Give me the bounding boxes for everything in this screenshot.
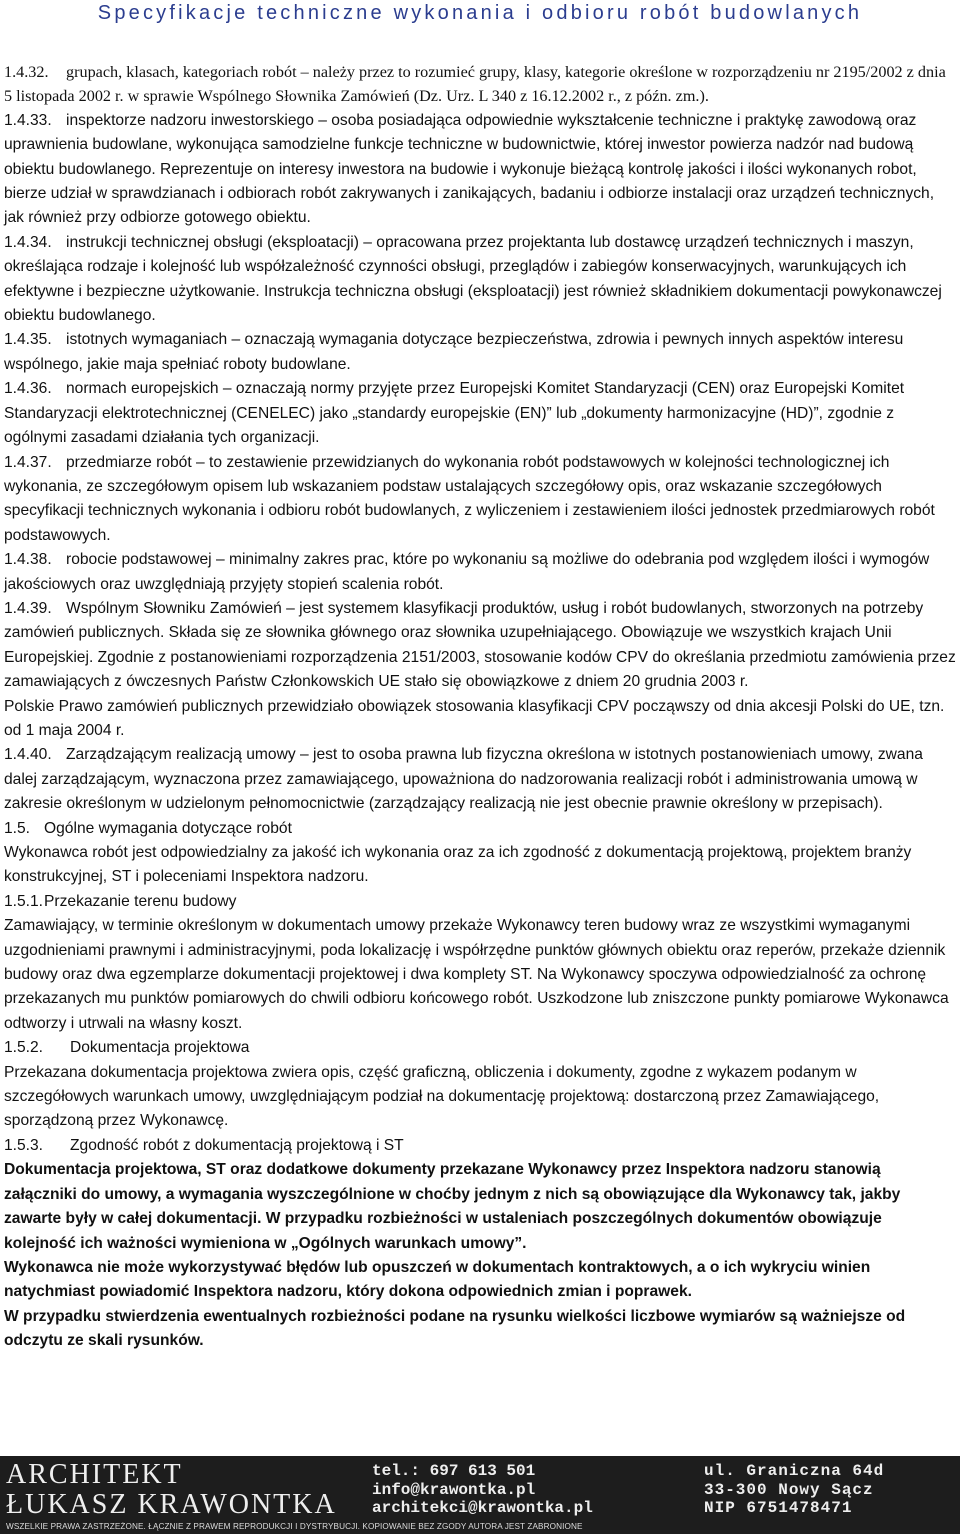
paragraph-number: 1.4.35. bbox=[4, 331, 52, 349]
numbered-paragraph bbox=[4, 890, 956, 914]
paragraph bbox=[4, 841, 956, 890]
header-title: Specyfikacje techniczne wykonania i odbioru robót budowlanych bbox=[97, 2, 863, 24]
paragraph-text: Zarządzającym realizacją umowy – jest to osoba prawna lub fizyczna określona w istotnych postanowieniach umowy, zwana dalej zarządzającym, wyznaczona przez zamawiającego, upoważniona do nadzorowania realizacji robót i administrowania umową w zakresie określonym w udzielonym pełnomocnictwie (zarządzający realizacją nie jest obecnie prawnie określony w przepisach). bbox=[4, 746, 923, 813]
paragraph-number: 1.5. bbox=[4, 819, 31, 837]
paragraph-number: 1.4.32. bbox=[4, 63, 49, 81]
paragraph-text: Dokumentacja projektowa, ST oraz dodatkowe dokumenty przekazane Wykonawcy przez Inspektora nadzoru stanowią załączniki do umowy, a wymagania wyszczególnione w choćby jednym z nich są obowiązujące dla Wykonawcy tak, jakby zawarte były w całej dokumentacji. W przypadku rozbieżności w ustaleniach poszczególnych dokumentów obowiązuje kolejność ich ważności wymieniona w „Ogólnych warunkach umowy”. bbox=[4, 1161, 901, 1252]
document-body bbox=[4, 60, 956, 1354]
paragraph-text: przedmiarze robót – to zestawienie przewidzianych do wykonania robót podstawowych w kolejności technologicznej ich wykonania, ze szczegółowym opisem lub wskazaniem podstaw ustalających szczegółowy opis, oraz wskazanie szczegółowych specyfikacji technicznych wykonania i odbioru robót budowlanych, z wyliczeniem i zestawieniem ilości jednostek przedmiarowych robót podstawowych. bbox=[4, 453, 935, 544]
paragraph-number: 1.4.36. bbox=[4, 380, 52, 398]
paragraph-text: Polskie Prawo zamówień publicznych przewidziało obowiązek stosowania klasyfikacji CPV począwszy od dnia akcesji Polski do UE, tzn. od 1 maja 2004 r. bbox=[4, 697, 945, 739]
paragraph-text: Dokumentacja projektowa bbox=[70, 1039, 250, 1057]
paragraph-text: robocie podstawowej – minimalny zakres prac, które po wykonaniu są możliwe do odebrania pod względem ilości i wymogów jakościowych oraz uwzględniają przyjęty stopień scalenia robót. bbox=[4, 551, 930, 593]
logo-line-1: ARCHITEKT bbox=[6, 1459, 183, 1490]
paragraph bbox=[4, 695, 956, 744]
numbered-paragraph bbox=[4, 597, 956, 695]
logo-line-2: ŁUKASZ KRAWONTKA bbox=[6, 1489, 337, 1520]
paragraph-number: 1.5.1. bbox=[4, 892, 44, 910]
numbered-paragraph bbox=[4, 60, 956, 109]
paragraph-text: inspektorze nadzoru inwestorskiego – osoba posiadająca odpowiednie wykształcenie techniczne i praktykę zawodową oraz uprawnienia budowlane, wykonująca samodzielne funkcje techniczne w budownictwie, której inwestor powierza nadzór nad budową obiektu budowlanego. Reprezentuje on interesy inwestora na budowie i wykonuje bieżącą kontrolę jakości i ilości wykonanych robot, bierze udział w sprawdzianach i odbiorach robót zakrywanych i zanikających, badaniu i odbiorze instalacji oraz urządzeń technicznych, jak również przy odbiorze gotowego obiektu. bbox=[4, 111, 935, 227]
numbered-paragraph bbox=[4, 743, 956, 816]
paragraph bbox=[4, 1061, 956, 1134]
paragraph-text: instrukcji technicznej obsługi (eksploatacji) – opracowana przez projektanta lub dostawcę urządzeń technicznych i maszyn, określająca rodzaje i kolejność lub współzależność czynności obsługi, przeglądów i zabiegów konserwacyjnych, warunkujących ich efektywne i bezpieczne użytkowanie. Instrukcja techniczna obsługi (eksploatacji) jest również składnikiem dokumentacji powykonawczej obiektu budowlanego. bbox=[4, 233, 942, 325]
paragraph-number: 1.5.3. bbox=[4, 1136, 44, 1154]
paragraph-text: Przekazana dokumentacja projektowa zwiera opis, część graficzną, obliczenia i dokumenty, zgodne z wykazem podanym w szczegółowych warunkach umowy, uwzględniającym podział na dokumentację projektową: dostarczoną przez Zamawiającego, sporządzoną przez Wykonawcę. bbox=[4, 1063, 880, 1130]
paragraph-number: 1.4.34. bbox=[4, 233, 52, 251]
numbered-paragraph bbox=[4, 377, 956, 450]
paragraph-number: 1.5.2. bbox=[4, 1039, 44, 1057]
contact-block bbox=[372, 1462, 593, 1518]
address-block bbox=[704, 1462, 884, 1518]
paragraph bbox=[4, 914, 956, 1036]
paragraph-text: Ogólne wymagania dotyczące robót bbox=[44, 819, 292, 837]
paragraph-number: 1.4.38. bbox=[4, 551, 52, 569]
paragraph-text: normach europejskich – oznaczają normy przyjęte przez Europejski Komitet Standaryzacji (CEN) oraz Europejski Komitet Standaryzacji elektrotechnicznej (CENELEC) jako „standardy europejskie (EN)” lub „dokumenty harmonizacyjne (HD)”, zgodnie z ogólnymi zasadami działania tych organizacji. bbox=[4, 380, 905, 447]
numbered-paragraph bbox=[4, 1036, 956, 1060]
paragraph-text: Zgodność robót z dokumentacją projektową i ST bbox=[70, 1136, 404, 1154]
paragraph-text: W przypadku stwierdzenia ewentualnych rozbieżności podane na rysunku wielkości liczbowe wymiarów są ważniejsze od odczytu ze skali rysunków. bbox=[4, 1307, 906, 1350]
paragraph bbox=[4, 1305, 956, 1354]
paragraph-number: 1.4.37. bbox=[4, 453, 52, 471]
address-city: 33-300 Nowy Sącz bbox=[704, 1480, 874, 1499]
paragraph-text: Przekazanie terenu budowy bbox=[44, 892, 237, 910]
paragraph-number: 1.4.33. bbox=[4, 111, 52, 129]
address-street: ul. Graniczna 64d bbox=[704, 1462, 885, 1480]
document-header bbox=[0, 0, 960, 34]
numbered-paragraph bbox=[4, 548, 956, 597]
paragraph bbox=[4, 1158, 956, 1256]
numbered-paragraph bbox=[4, 109, 956, 231]
paragraph-text: Wspólnym Słowniku Zamówień – jest systemem klasyfikacji produktów, usług i robót budowlanych, stworzonych na potrzeby zamówień publicznych. Składa się ze słownika głównego oraz słownika uzupełniającego. Obowiązuje we wszystkich krajach Unii Europejskiej. Zgodnie z postanowieniami rozporządzenia 2151/2003, stosowanie kodów CPV do określania przedmiotu zamówienia przez zamawiających z ówczesnych Państw Członkowskich UE stało się obowiązkowe z dniem 20 grudnia 2003 r. bbox=[4, 599, 956, 691]
paragraph-text: istotnych wymaganiach – oznaczają wymagania dotyczące bezpieczeństwa, zdrowia i pewnych innych aspektów interesu wspólnego, jakie maja spełniać roboty budowlane. bbox=[4, 331, 904, 373]
paragraph-text: Zamawiający, w terminie określonym w dokumentach umowy przekaże Wykonawcy teren budowy wraz ze wszystkimi wymaganymi uzgodnieniami prawnymi i administracyjnymi, poda lokalizację i współrzędne punktów głównych obiektu oraz reperów, przekaże dziennik budowy oraz dwa egzemplarze dokumentacji projektowej i dwa komplety ST. Na Wykonawcy spoczywa odpowiedzialność za ochronę przekazanych mu punktów pomiarowych do chwili odbioru końcowego robót. Uszkodzone lub zniszczone punkty pomiarowe Wykonawca odtworzy i utrwali na własny koszt. bbox=[4, 917, 949, 1032]
company-logo bbox=[6, 1460, 337, 1520]
paragraph-text: Wykonawca nie może wykorzystywać błędów lub opuszczeń w dokumentach kontraktowych, a o ich wykryciu winien natychmiast powiadomić Inspektora nadzoru, który dokona odpowiednich zmian i poprawek. bbox=[4, 1258, 871, 1301]
copyright-tagline: WSZELKIE PRAWA ZASTRZEŻONE. ŁĄCZNIE Z PRAWEM REPRODUKCJI I DYSTRYBUCJI. KOPIOWANIE BEZ ZGODY AUTORA JEST ZABRONIONE bbox=[6, 1522, 583, 1531]
paragraph-number: 1.4.40. bbox=[4, 746, 52, 764]
email-architekci[interactable]: architekci@krawontka.pl bbox=[372, 1499, 593, 1517]
footer-banner bbox=[0, 1456, 960, 1534]
paragraph-number: 1.4.39. bbox=[4, 599, 52, 617]
numbered-paragraph bbox=[4, 1134, 956, 1158]
numbered-paragraph bbox=[4, 817, 956, 841]
email-info[interactable]: info@krawontka.pl bbox=[372, 1480, 536, 1499]
numbered-paragraph bbox=[4, 451, 956, 549]
phone-number: tel.: 697 613 501 bbox=[372, 1462, 536, 1480]
paragraph-text: grupach, klasach, kategoriach robót – należy przez to rozumieć grupy, klasy, kategorie określone w rozporządzeniu nr 2195/2002 z dnia 5 listopada 2002 r. w sprawie Wspólnego Słownika Zamówień (Dz. Urz. L 340 z 16.12.2002 r., z późn. zm.). bbox=[4, 63, 946, 106]
numbered-paragraph bbox=[4, 328, 956, 377]
tax-id: NIP 6751478471 bbox=[704, 1499, 853, 1517]
numbered-paragraph bbox=[4, 231, 956, 329]
paragraph-text: Wykonawca robót jest odpowiedzialny za jakość ich wykonania oraz za ich zgodność z dokumentacją projektową, projektem branży konstrukcyjnej, ST i poleceniami Inspektora nadzoru. bbox=[4, 844, 912, 886]
paragraph bbox=[4, 1256, 956, 1305]
